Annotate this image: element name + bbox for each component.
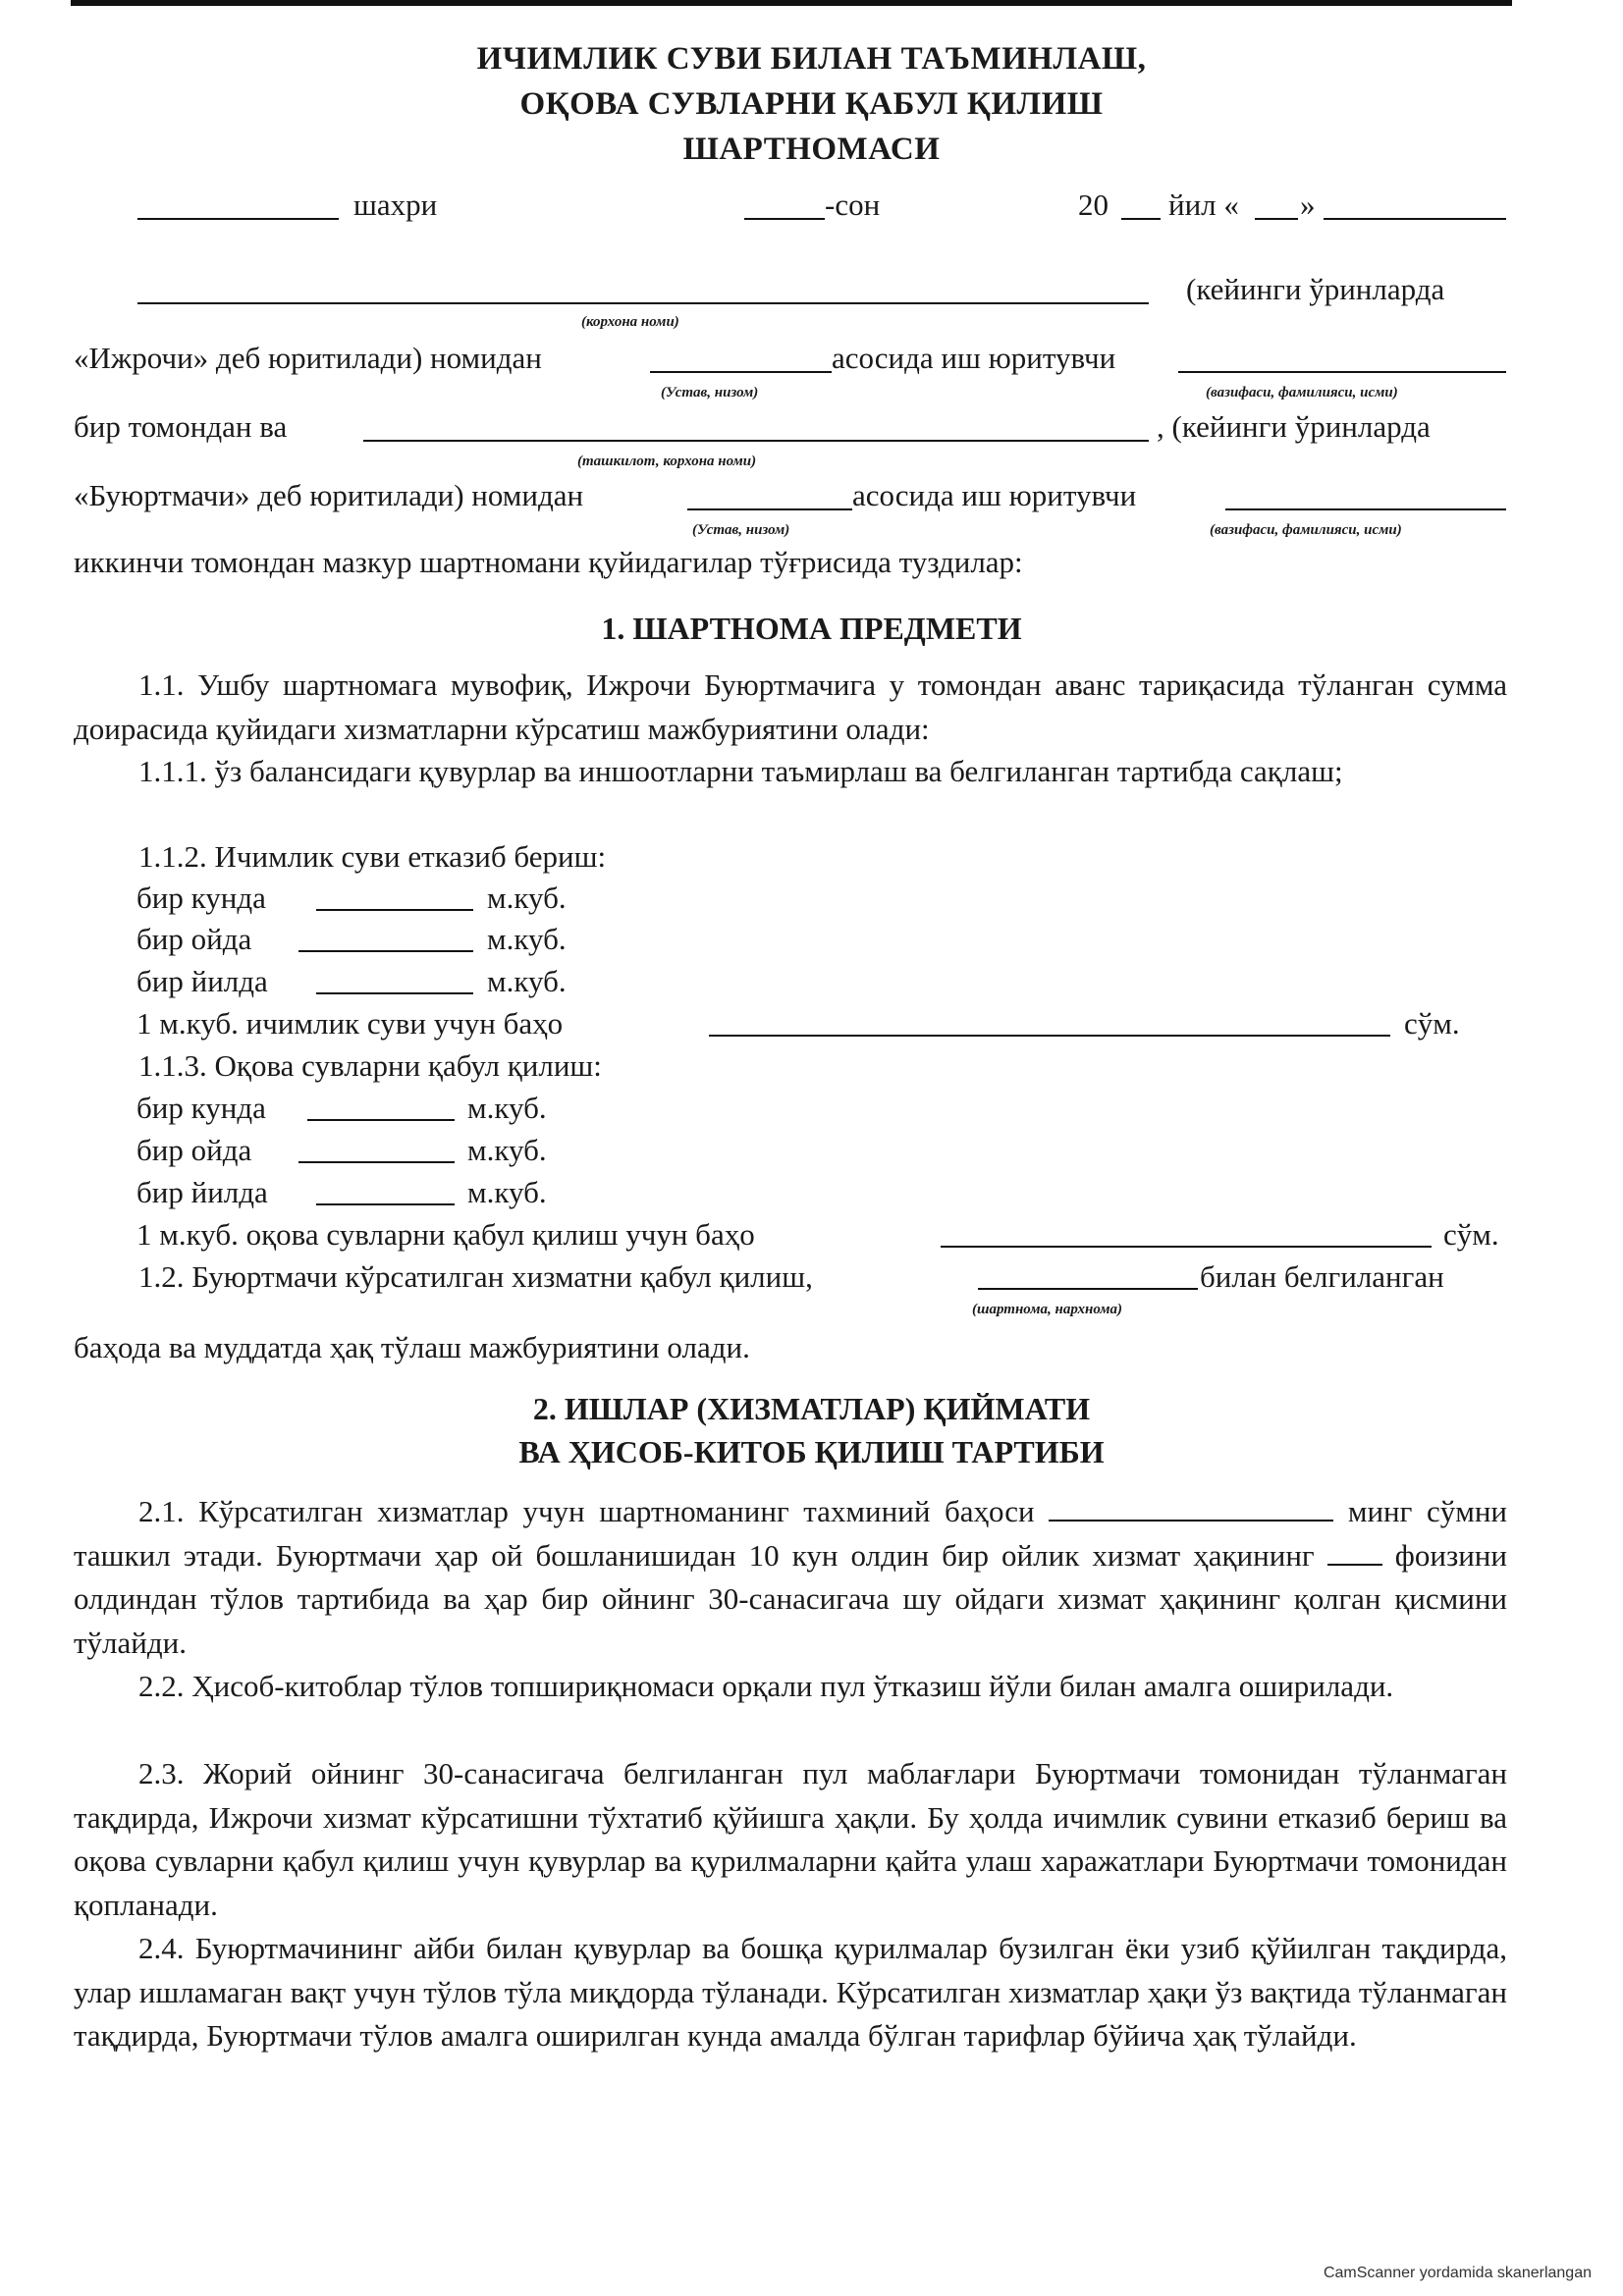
caption-contract: (шартнома, нархнома) <box>972 1302 1123 1317</box>
clause-1-1-1 <box>74 750 1507 794</box>
sewage-year-blank <box>316 1203 455 1205</box>
estimate-blank <box>1049 1496 1333 1522</box>
sewage-year-unit: м.куб. <box>467 1175 547 1209</box>
customer-name-blank <box>363 440 1149 442</box>
caption-charter-1: (Устав, низом) <box>661 385 759 400</box>
clause-2-1-c: фоизини олдиндан тўлов тартибида ва ҳар бир ойнинг 30-санасигача шу ойдаги хизмат ҳақининг қолган қисмини тўлайди. <box>74 1537 1507 1660</box>
clause-2-2-text: 2.2. Ҳисоб-китоблар тўлов топшириқномаси орқали пул ўтказиш йўли билан амалга оширилади. <box>138 1669 1394 1703</box>
water-price-label: 1 м.куб. ичимлик суви учун баҳо <box>136 1006 564 1041</box>
caption-company: (корхона номи) <box>581 314 679 330</box>
contract-blank <box>978 1288 1198 1290</box>
parties-l5: иккинчи томондан мазкур шартномани қуйидагилар тўғрисида туздилар: <box>74 545 1023 579</box>
caption-position-2: (вазифаси, фамилияси, исми) <box>1210 522 1402 538</box>
clause-2-1 <box>74 1490 1507 1665</box>
doc-title-line1: ИЧИМЛИК СУВИ БИЛАН ТАЪМИНЛАШ, <box>476 41 1147 77</box>
clause-1-1-text: 1.1. Ушбу шартномага мувофиқ, Ижрочи Буюртмачига у томондан аванс тариқасида тўланган сумма доирасида қуйидаги хизматларни кўрсатиш мажбуриятини олади: <box>74 667 1507 746</box>
parties-l1-suffix: (кейинги ўринларда <box>1186 272 1445 306</box>
clause-1-1-2: 1.1.2. Ичимлик суви етказиб бериш: <box>138 839 607 874</box>
executor-position-blank <box>1178 371 1506 373</box>
executor-name-blank <box>137 302 1149 304</box>
number-blank <box>744 218 825 220</box>
sewage-day-label: бир кунда <box>136 1091 266 1125</box>
parties-l3-suffix: , (кейинги ўринларда <box>1157 409 1431 444</box>
year-blank <box>1121 218 1161 220</box>
customer-position-blank <box>1225 508 1506 510</box>
parties-l2-basis: асосида иш юритувчи <box>832 341 1116 375</box>
section2-heading-line2: ВА ҲИСОБ-КИТОБ ҚИЛИШ ТАРТИБИ <box>518 1434 1105 1469</box>
clause-2-1-b: минг сўмни ташкил этади. Буюртмачи ҳар ой бошланишидан 10 кун олдин бир ойлик хизмат ҳақининг <box>74 1494 1508 1573</box>
quote-close: » <box>1300 187 1316 222</box>
clause-1-2-a: 1.2. Буюртмачи кўрсатилган хизматни қабул қилиш, <box>138 1259 813 1294</box>
caption-organization: (ташкилот, корхона номи) <box>577 454 757 469</box>
parties-l3-prefix: бир томондан ва <box>74 409 288 444</box>
water-day-label: бир кунда <box>136 881 266 915</box>
sewage-price-blank <box>941 1246 1432 1248</box>
water-year-unit: м.куб. <box>487 964 567 998</box>
sewage-month-label: бир ойда <box>136 1133 252 1167</box>
water-month-label: бир ойда <box>136 922 252 956</box>
sewage-month-unit: м.куб. <box>467 1133 547 1167</box>
clause-2-3-text: 2.3. Жорий ойнинг 30-санасигача белгиланган пул маблағлари Буюртмачи томонидан тўланмаган тақдирда, Ижрочи хизмат кўрсатишни тўхтатиб қўйишга ҳақли. Бу ҳолда ичимлик сувини етказиб бериш ва оқова сувларни қабул қилиш учун қувурлар ва қурилмаларни қайта улаш харажатлари Буюртмачи томонидан қопланади. <box>74 1756 1507 1922</box>
clause-2-1-a: 2.1. Кўрсатилган хизматлар учун шартноманинг тахминий баҳоси <box>138 1494 1035 1528</box>
clause-1-1-1-text: 1.1.1. ўз балансидаги қувурлар ва иншоотларни таъмирлаш ва белгиланган тартибда сақлаш; <box>138 754 1343 788</box>
section1-heading: 1. ШАРТНОМА ПРЕДМЕТИ <box>601 611 1022 646</box>
clause-2-3 <box>74 1752 1507 1927</box>
year-prefix: 20 <box>1078 187 1109 222</box>
clause-1-2-b: билан белгиланган <box>1200 1259 1444 1294</box>
month-blank <box>1324 218 1506 220</box>
parties-l4-basis: асосида иш юритувчи <box>852 478 1137 512</box>
parties-l4-prefix: «Буюртмачи» деб юритилади) номидан <box>74 478 584 512</box>
sewage-price-currency: сўм. <box>1443 1217 1499 1252</box>
water-year-label: бир йилда <box>136 964 268 998</box>
top-border-rule <box>71 0 1512 6</box>
water-day-blank <box>316 909 473 911</box>
day-blank <box>1255 218 1298 220</box>
executor-basis-blank <box>650 371 832 373</box>
parties-l2-prefix: «Ижрочи» деб юритилади) номидан <box>74 341 542 375</box>
water-month-unit: м.куб. <box>487 922 567 956</box>
doc-title-line2: ОҚОВА СУВЛАРНИ ҚАБУЛ ҚИЛИШ <box>519 86 1104 122</box>
water-price-blank <box>709 1035 1390 1037</box>
sewage-year-label: бир йилда <box>136 1175 268 1209</box>
year-suffix: йил « <box>1168 187 1239 222</box>
sewage-day-unit: м.куб. <box>467 1091 547 1125</box>
clause-1-1-3: 1.1.3. Оқова сувларни қабул қилиш: <box>138 1048 602 1083</box>
percent-blank <box>1327 1540 1382 1566</box>
caption-charter-2: (Устав, низом) <box>692 522 790 538</box>
scanner-watermark: CamScanner yordamida skanerlangan <box>1323 2265 1592 2281</box>
customer-basis-blank <box>687 508 852 510</box>
doc-title-line3: ШАРТНОМАСИ <box>682 132 941 167</box>
water-month-blank <box>298 950 473 952</box>
city-blank <box>137 218 339 220</box>
clause-2-4-text: 2.4. Буюртмачининг айби билан қувурлар ва бошқа қурилмалар бузилган ёки узиб қўйилган тақдирда, улар ишламаган вақт учун тўлов тўла миқдорда тўланади. Кўрсатилган хизматлар ҳақи ўз вақтида тўланмаган тақдирда, Буюртмачи тўлов амалга оширилган кунда амалда бўлган тарифлар бўйича ҳақ тўлайди. <box>74 1931 1507 2053</box>
city-label: шахри <box>353 187 438 222</box>
section2-heading-line1: 2. ИШЛАР (ХИЗМАТЛАР) ҚИЙМАТИ <box>532 1391 1091 1426</box>
clause-1-2-c: баҳода ва муддатда ҳақ тўлаш мажбуриятини олади. <box>74 1330 750 1364</box>
water-day-unit: м.куб. <box>487 881 567 915</box>
sewage-price-label: 1 м.куб. оқова сувларни қабул қилиш учун баҳо <box>136 1217 755 1252</box>
clause-1-1 <box>74 664 1507 751</box>
clause-2-4 <box>74 1927 1507 2058</box>
water-price-currency: сўм. <box>1404 1006 1460 1041</box>
sewage-month-blank <box>298 1161 455 1163</box>
caption-position-1: (вазифаси, фамилияси, исми) <box>1206 385 1398 400</box>
sewage-day-blank <box>307 1119 455 1121</box>
number-label: -сон <box>825 187 881 222</box>
clause-2-2 <box>74 1665 1507 1709</box>
water-year-blank <box>316 992 473 994</box>
